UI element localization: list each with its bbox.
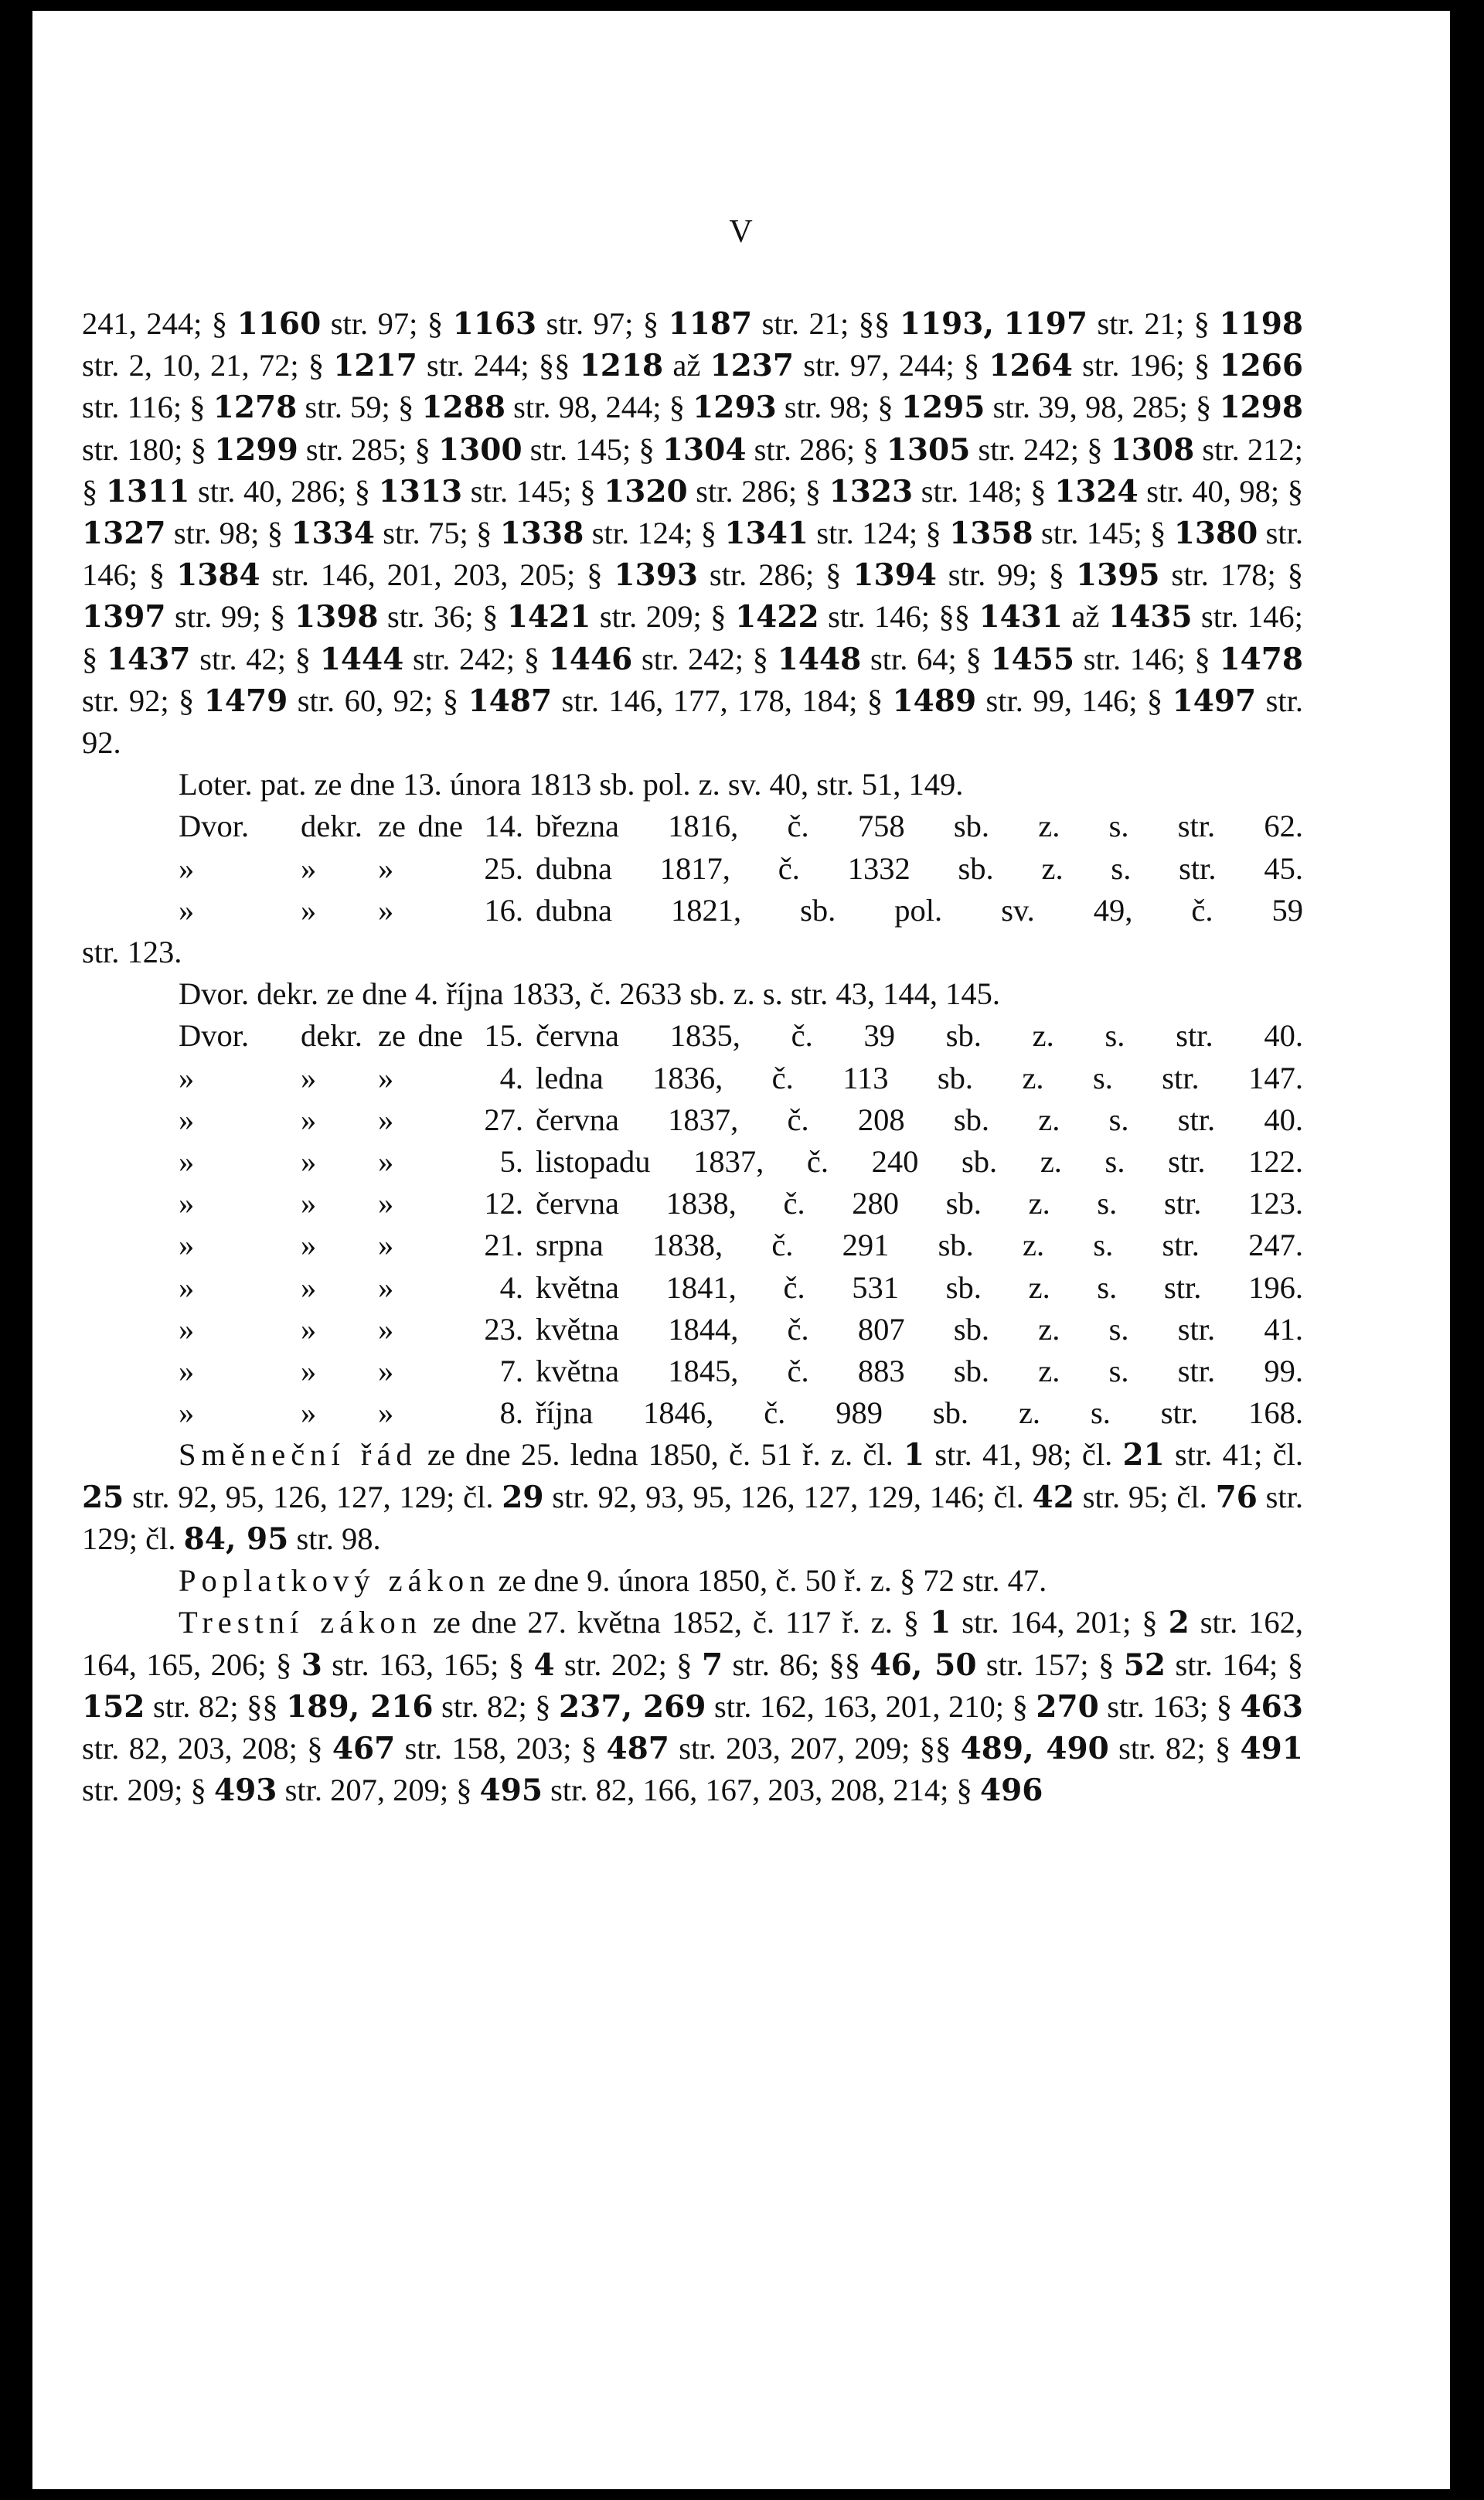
text-run: str. 146; § xyxy=(82,516,1303,593)
section-number: 1395 xyxy=(1075,557,1160,594)
text-run: str. 124; § xyxy=(584,516,725,551)
text-run: str. 99; § xyxy=(165,599,294,635)
text-run: str. 97; § xyxy=(321,306,453,341)
section-number: 1311 xyxy=(105,473,190,509)
text-run: str. 209; § xyxy=(82,1773,215,1808)
text-run: ze dne 27. května 1852, č. 117 ř. z. § xyxy=(421,1605,931,1640)
decree-day: 4. xyxy=(499,1269,523,1305)
decree-details: dubna 1817, č. 1332 sb. z. s. str. 45. xyxy=(536,850,1303,886)
section-number: 1444 xyxy=(319,641,404,677)
section-number: 1308 xyxy=(1110,431,1195,468)
ditto-mark: » xyxy=(378,1354,394,1389)
text-run: str. 98. xyxy=(288,1521,381,1556)
dekret-row xyxy=(82,1099,1303,1141)
text-run: str. 86; §§ xyxy=(723,1647,870,1682)
decree-details: srpna 1838, č. 291 sb. z. s. str. 247. xyxy=(536,1228,1303,1263)
decree-day: 23. xyxy=(484,1311,523,1347)
text-run: str. 92; § xyxy=(82,683,204,718)
text-run: str. 146; § xyxy=(1074,641,1220,676)
section-number: 152 xyxy=(82,1688,145,1725)
decree-day: 27. xyxy=(484,1102,523,1137)
section-number: 1295 xyxy=(900,390,985,426)
text-run: až xyxy=(1063,599,1108,635)
dekret-1833-entry: Dvor. dekr. ze dne 4. října 1833, č. 2633 sb. z. s. str. 43, 144, 145. xyxy=(179,976,1000,1012)
text-run: str. 98; § xyxy=(776,390,901,425)
dekret-row: Dvor. dekr. ze dne 15. června 1835, č. 39 sb. z. s. str. 40. xyxy=(179,1018,1303,1054)
section-number: 489, 490 xyxy=(960,1730,1109,1766)
section-number: 1218 xyxy=(579,348,664,384)
section-number: 1217 xyxy=(333,348,417,384)
ditto-mark: » xyxy=(301,1060,317,1095)
section-number: 46, 50 xyxy=(870,1647,977,1683)
section-number: 1431 xyxy=(979,599,1064,635)
section-number: 1304 xyxy=(662,431,747,468)
section-number: 189, 216 xyxy=(286,1688,434,1725)
text-run: str. 129; čl. xyxy=(82,1479,1304,1556)
text-run: str. 145; § xyxy=(522,431,662,467)
ditto-mark: » xyxy=(378,1186,394,1221)
ditto-mark: » xyxy=(378,892,394,928)
law-title: Směneční řád xyxy=(179,1437,417,1473)
section-number: 7 xyxy=(701,1647,723,1683)
law-title: Trestní zákon xyxy=(179,1605,422,1640)
section-number: 1338 xyxy=(499,516,584,552)
section-number: 1324 xyxy=(1054,473,1139,509)
section-number: 1478 xyxy=(1219,641,1303,677)
dekret-row xyxy=(82,1058,1303,1099)
section-number: 493 xyxy=(214,1773,277,1809)
text-run: str. 163, 165; § xyxy=(322,1647,534,1682)
text-run: až xyxy=(663,348,710,383)
ditto-mark: » xyxy=(179,1395,195,1431)
index-text xyxy=(82,303,1303,1811)
text-run: str. 97, 244; § xyxy=(794,348,989,383)
decree-details: listopadu 1837, č. 240 sb. z. s. str. 122. xyxy=(536,1144,1303,1180)
text-run: str. 124; § xyxy=(808,516,950,551)
text-run: 241, 244; § xyxy=(82,306,237,341)
text-run: str. 203, 207, 209; §§ xyxy=(669,1730,961,1766)
continuation-paragraph xyxy=(82,303,1303,764)
ditto-mark: » xyxy=(301,1228,317,1263)
text-run: str. 116; § xyxy=(82,390,213,425)
section-number: 1160 xyxy=(237,306,322,342)
decree-day: 25. xyxy=(484,850,523,886)
ditto-mark: » xyxy=(179,1269,195,1305)
text-run: str. 145; § xyxy=(462,473,604,509)
text-run: str. 242; § xyxy=(403,641,549,676)
text-run: str. 21; § xyxy=(1087,306,1220,341)
section-number: 1489 xyxy=(892,683,977,719)
ditto-mark: » xyxy=(179,1102,195,1137)
section-number: 1266 xyxy=(1219,348,1303,384)
decree-details: května 1844, č. 807 sb. z. s. str. 41. xyxy=(536,1311,1303,1347)
text-run: str. 82, 203, 208; § xyxy=(82,1730,332,1766)
section-number: 491 xyxy=(1240,1730,1303,1766)
ditto-mark: » xyxy=(179,892,195,928)
text-run: str. 97; § xyxy=(536,306,669,341)
text-run: str. 95; čl. xyxy=(1074,1479,1216,1514)
section-number: 1455 xyxy=(990,641,1074,677)
text-run: str. 286; § xyxy=(687,473,829,509)
text-run: str. 212; § xyxy=(82,431,1303,509)
text-run: str. 162, 163, 201, 210; § xyxy=(706,1688,1036,1724)
section-number: 2 xyxy=(1168,1605,1190,1641)
section-number: 495 xyxy=(479,1773,543,1809)
section-number: 1 xyxy=(930,1605,951,1641)
section-number: 1300 xyxy=(438,431,522,468)
text-run: str. 41, 98; čl. xyxy=(924,1437,1123,1473)
decree-day: 12. xyxy=(484,1186,523,1221)
ditto-mark: » xyxy=(378,1395,394,1431)
text-run: str. 60, 92; § xyxy=(288,683,468,718)
text-run: str. 82; § xyxy=(433,1688,560,1724)
section-number: 1341 xyxy=(724,516,808,552)
ditto-mark: » xyxy=(378,1102,394,1137)
ditto-mark: » xyxy=(378,1144,394,1180)
section-number: 3 xyxy=(301,1647,322,1683)
decree-details: října 1846, č. 989 sb. z. s. str. 168. xyxy=(536,1395,1303,1431)
section-number: 1435 xyxy=(1108,599,1193,635)
loterni-patent-entry: Loter. pat. ze dne 13. února 1813 sb. pol. z. sv. 40, str. 51, 149. xyxy=(179,767,964,802)
ditto-mark: » xyxy=(301,1102,317,1137)
ditto-mark: » xyxy=(301,850,317,886)
text-run: str. 146; §§ xyxy=(819,599,979,635)
text-run: str. 75; § xyxy=(374,516,500,551)
ditto-mark: » xyxy=(179,850,195,886)
section-number: 1397 xyxy=(82,599,166,635)
trestni-zakon-entry xyxy=(82,1602,1303,1811)
text-run: str. 98; § xyxy=(165,516,291,551)
text-run: str. 244; §§ xyxy=(417,348,580,383)
ditto-rows xyxy=(82,1058,1303,1435)
ditto-mark: » xyxy=(301,1144,317,1180)
section-number: 25 xyxy=(82,1479,124,1515)
section-number: 1320 xyxy=(604,473,688,509)
text-run: str. 202; § xyxy=(554,1647,702,1682)
ditto-mark: » xyxy=(301,892,317,928)
section-number: 1237 xyxy=(710,348,795,384)
section-number: 1298 xyxy=(1219,390,1303,426)
text-run: str. 41; čl. xyxy=(1164,1437,1303,1473)
smenecni-rad-entry xyxy=(82,1434,1303,1560)
text-run: str. 157; § xyxy=(976,1647,1124,1682)
text-run: str. 242; § xyxy=(970,431,1111,467)
text-run: str. 242; § xyxy=(632,641,778,676)
text-run: str. 146, 177, 178, 184; § xyxy=(552,683,893,718)
section-number: 1448 xyxy=(777,641,862,677)
text-run: str. 207, 209; § xyxy=(277,1773,480,1808)
text-run: str. 42; § xyxy=(190,641,320,676)
section-number: 1380 xyxy=(1173,516,1258,552)
text-run: str. 180; § xyxy=(82,431,215,467)
section-number: 1446 xyxy=(548,641,633,677)
ditto-mark: » xyxy=(179,1060,195,1095)
text-run: str. 162, 164, 165, 206; § xyxy=(82,1605,1303,1682)
dekret-row xyxy=(82,848,1303,890)
text-run: str. 286; § xyxy=(746,431,887,467)
section-number: 1163 xyxy=(452,306,537,342)
section-number: 1398 xyxy=(294,599,379,635)
section-number: 463 xyxy=(1240,1688,1303,1725)
decree-day: 8. xyxy=(499,1395,523,1431)
page-number: V xyxy=(729,214,754,250)
section-number: 1479 xyxy=(203,683,288,719)
section-number: 1 xyxy=(903,1437,925,1473)
section-number: 467 xyxy=(332,1730,396,1766)
text-run: str. 285; § xyxy=(298,431,439,467)
text-run: str. 178; § xyxy=(1159,557,1303,593)
ditto-mark: » xyxy=(301,1311,317,1347)
section-number: 4 xyxy=(533,1647,555,1683)
section-number: 237, 269 xyxy=(559,1688,706,1725)
decree-details: května 1845, č. 883 sb. z. s. str. 99. xyxy=(536,1354,1303,1389)
section-number: 487 xyxy=(606,1730,669,1766)
section-number: 1264 xyxy=(989,348,1073,384)
ditto-mark: » xyxy=(378,1228,394,1263)
decree-details: června 1837, č. 208 sb. z. s. str. 40. xyxy=(536,1102,1303,1137)
text-run: str. 146, 201, 203, 205; § xyxy=(260,557,614,593)
decree-details: ledna 1836, č. 113 sb. z. s. str. 147. xyxy=(536,1060,1303,1095)
section-number: 1422 xyxy=(735,599,819,635)
decree-details: května 1841, č. 531 sb. z. s. str. 196. xyxy=(536,1269,1303,1305)
section-number: 42 xyxy=(1032,1479,1074,1515)
decree-details: června 1838, č. 280 sb. z. s. str. 123. xyxy=(536,1186,1303,1221)
text-run: str. 40, 98; § xyxy=(1138,473,1303,509)
section-number: 1288 xyxy=(421,390,505,426)
section-number: 84, 95 xyxy=(183,1521,289,1557)
text-run: str. 59; § xyxy=(297,390,422,425)
dekret-row xyxy=(82,1183,1303,1224)
ditto-mark: » xyxy=(179,1144,195,1180)
text-run: str. 148; § xyxy=(913,473,1055,509)
section-number: 1358 xyxy=(949,516,1033,552)
section-number: 1198 xyxy=(1219,306,1303,342)
section-number: 1323 xyxy=(829,473,914,509)
ditto-mark: » xyxy=(378,850,394,886)
decree-day: 7. xyxy=(499,1354,523,1389)
ditto-rows xyxy=(82,848,1303,932)
text-run: str. 99; § xyxy=(936,557,1076,593)
text-run: str. 92. xyxy=(82,683,1303,761)
text-run: str. 64; § xyxy=(861,641,991,676)
section-number: 496 xyxy=(979,1773,1043,1809)
decree-day: 4. xyxy=(499,1060,523,1095)
section-number: 1327 xyxy=(82,516,166,552)
ditto-mark: » xyxy=(378,1311,394,1347)
dekret-row xyxy=(82,890,1303,932)
poplatkovy-zakon-entry xyxy=(82,1560,1303,1602)
ditto-mark: » xyxy=(378,1269,394,1305)
dekret-row xyxy=(82,1141,1303,1183)
section-number: 1393 xyxy=(614,557,698,594)
text-run: str. 82; §§ xyxy=(145,1688,287,1724)
text-run: str. 39, 98, 285; § xyxy=(985,390,1220,425)
text-run: ze dne 9. února 1850, č. 50 ř. z. § 72 str. 47. xyxy=(490,1563,1047,1599)
text-run: str. 158, 203; § xyxy=(395,1730,607,1766)
section-number: 1394 xyxy=(853,557,937,594)
text-run: str. 146; § xyxy=(82,599,1303,676)
decree-details: dubna 1821, sb. pol. sv. 49, č. 59 xyxy=(536,892,1303,928)
ditto-mark: » xyxy=(179,1354,195,1389)
text-run: str. 82, 166, 167, 203, 208, 214; § xyxy=(543,1773,980,1808)
text-run: str. 92, 95, 126, 127, 129; čl. xyxy=(124,1479,502,1514)
decree-day: 5. xyxy=(499,1144,523,1180)
dvorni-dekrety-group-2 xyxy=(82,1015,1303,1434)
section-number: 1497 xyxy=(1172,683,1257,719)
dekret-row: Dvor. dekr. ze dne 14. března 1816, č. 758 sb. z. s. str. 62. xyxy=(179,809,1303,844)
section-number: 270 xyxy=(1036,1688,1099,1725)
section-number: 1197 xyxy=(1003,306,1087,342)
text-run: str. 36; § xyxy=(378,599,507,635)
text-run: str. 99, 146; § xyxy=(976,683,1173,718)
section-number: 1293 xyxy=(693,390,777,426)
ditto-mark: » xyxy=(179,1186,195,1221)
text-run: str. 2, 10, 21, 72; § xyxy=(82,348,334,383)
text-run: str. 196; § xyxy=(1072,348,1220,383)
dekret-row xyxy=(82,1350,1303,1392)
text-run: str. 164, 201; § xyxy=(951,1605,1169,1640)
section-number: 1421 xyxy=(506,599,591,635)
ditto-mark: » xyxy=(378,1060,394,1095)
section-number: 1487 xyxy=(468,683,553,719)
text-run: str. 92, 93, 95, 126, 127, 129, 146; čl. xyxy=(543,1479,1033,1514)
dekret-row xyxy=(82,1392,1303,1434)
section-number: 1313 xyxy=(378,473,463,509)
text-run: ze dne 25. ledna 1850, č. 51 ř. z. čl. xyxy=(417,1437,904,1473)
ditto-mark: » xyxy=(179,1311,195,1347)
text-run xyxy=(994,306,1004,341)
text-run: str. 82; § xyxy=(1108,1730,1241,1766)
dekret-row xyxy=(82,1309,1303,1350)
ditto-mark: » xyxy=(301,1395,317,1431)
section-number: 1305 xyxy=(886,431,971,468)
text-run: str. 40, 286; § xyxy=(189,473,379,509)
section-number: 52 xyxy=(1123,1647,1166,1683)
text-run: str. 209; § xyxy=(591,599,736,635)
ditto-mark: » xyxy=(301,1354,317,1389)
decree-day: 21. xyxy=(484,1228,523,1263)
ditto-mark: » xyxy=(301,1186,317,1221)
section-number: 1334 xyxy=(291,516,375,552)
section-number: 76 xyxy=(1215,1479,1258,1515)
section-number: 21 xyxy=(1122,1437,1165,1473)
section-number: 1299 xyxy=(214,431,298,468)
section-number: 1278 xyxy=(213,390,298,426)
text-run: str. 145; § xyxy=(1033,516,1174,551)
document-page xyxy=(32,11,1450,2489)
section-number: 1437 xyxy=(106,641,191,677)
section-number: 1193, xyxy=(899,306,994,342)
text-run: str. 286; § xyxy=(697,557,853,593)
dekret-row xyxy=(82,1224,1303,1266)
section-number: 1384 xyxy=(176,557,260,594)
dekret-row xyxy=(82,1267,1303,1309)
text-run: str. 163; § xyxy=(1098,1688,1241,1724)
text-run: str. 98, 244; § xyxy=(505,390,693,425)
dekret-continuation: str. 123. xyxy=(82,935,182,970)
text-run: str. 164; § xyxy=(1166,1647,1303,1682)
ditto-mark: » xyxy=(301,1269,317,1305)
decree-day: 16. xyxy=(484,892,523,928)
section-number: 29 xyxy=(502,1479,544,1515)
law-title: Poplatkový zákon xyxy=(179,1563,491,1599)
dvorni-dekrety-group-1 xyxy=(82,806,1303,973)
text-run: str. 21; §§ xyxy=(752,306,900,341)
section-number: 1187 xyxy=(668,306,753,342)
ditto-mark: » xyxy=(179,1228,195,1263)
